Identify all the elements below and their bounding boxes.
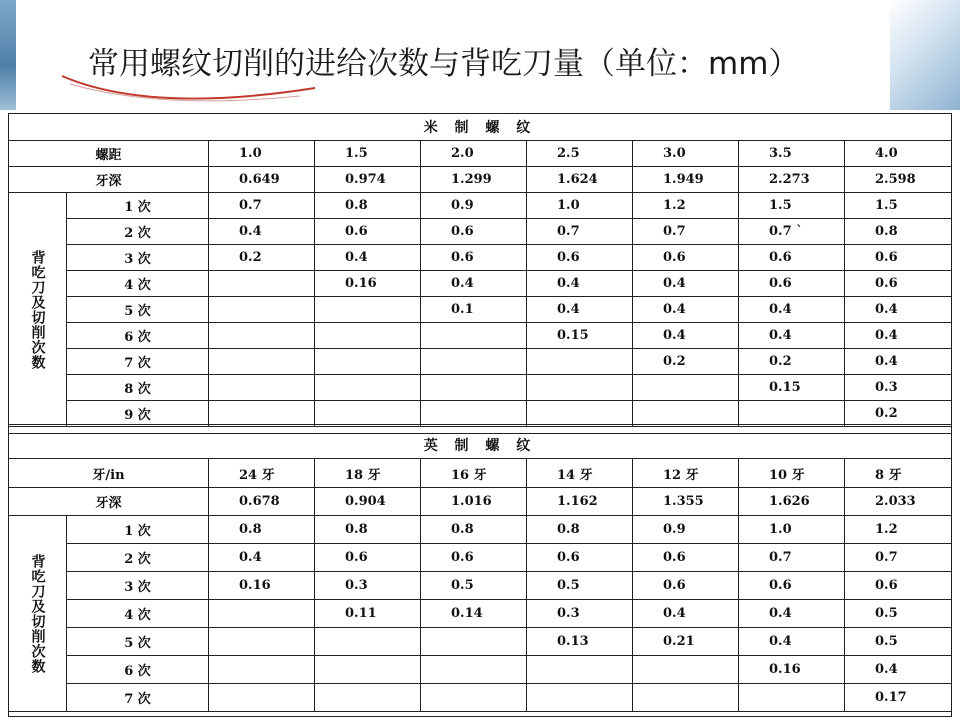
table-cell (421, 656, 527, 684)
header-cell: 3.5 (739, 141, 845, 167)
table-cell: 0.13 (527, 628, 633, 656)
table-cell: 0.9 (421, 193, 527, 219)
depth-cell: 2.598 (845, 167, 951, 193)
imperial-thread-section (9, 432, 951, 716)
table-cell: 0.4 (527, 271, 633, 297)
table-cell: 0.3 (527, 600, 633, 628)
pass-label: 6 次 (67, 323, 209, 349)
table-cell: 0.4 (845, 656, 951, 684)
table-cell: 0.3 (845, 375, 951, 401)
table-cell (527, 684, 633, 712)
depth-row-label: 牙深 (9, 488, 209, 516)
table-cell (421, 349, 527, 375)
table-cell: 0.6 (421, 219, 527, 245)
table-cell: 0.3 (315, 572, 421, 600)
pass-label: 2 次 (67, 544, 209, 572)
table-cell: 0.16 (315, 271, 421, 297)
table-cell (527, 656, 633, 684)
table-cell: 0.4 (633, 600, 739, 628)
table-cell (209, 375, 315, 401)
depth-cell: 2.273 (739, 167, 845, 193)
table-cell: 0.4 (527, 297, 633, 323)
table-cell: 0.6 (315, 219, 421, 245)
table-cell (527, 349, 633, 375)
table-cell: 1.5 (739, 193, 845, 219)
pass-label: 7 次 (67, 684, 209, 712)
table-cell: 0.6 (527, 245, 633, 271)
table-cell: 1.2 (633, 193, 739, 219)
depth-cell: 0.904 (315, 488, 421, 516)
table-cell: 0.6 (845, 271, 951, 297)
table-cell: 0.8 (527, 516, 633, 544)
depth-cell: 1.624 (527, 167, 633, 193)
table-cell: 0.15 (527, 323, 633, 349)
table-cell: 0.4 (739, 323, 845, 349)
table-cell (209, 323, 315, 349)
table-cell: 0.8 (209, 516, 315, 544)
pass-label: 4 次 (67, 271, 209, 297)
table-cell (209, 271, 315, 297)
table-cell (209, 628, 315, 656)
table-cell: 0.7 (209, 193, 315, 219)
table-cell: 0.6 (633, 572, 739, 600)
table-cell: 0.4 (209, 544, 315, 572)
depth-row-label: 牙深 (9, 167, 209, 193)
table-cell: 1.2 (845, 516, 951, 544)
depth-cell: 1.355 (633, 488, 739, 516)
depth-cell: 1.016 (421, 488, 527, 516)
depth-cell: 1.626 (739, 488, 845, 516)
table-cell: 0.7 (527, 219, 633, 245)
table-cell: 0.6 (633, 245, 739, 271)
table-cell: 0.6 (845, 245, 951, 271)
pass-label: 5 次 (67, 628, 209, 656)
table-cell: 0.2 (209, 245, 315, 271)
table-cell: 0.4 (633, 297, 739, 323)
pass-label: 9 次 (67, 401, 209, 427)
table-cell: 0.8 (845, 219, 951, 245)
table-cell: 0.17 (845, 684, 951, 712)
table-cell (633, 375, 739, 401)
header-cell: 16 牙 (421, 459, 527, 488)
table-cell: 0.2 (739, 349, 845, 375)
table-cell (315, 684, 421, 712)
pass-label: 1 次 (67, 516, 209, 544)
table-cell: 0.5 (845, 628, 951, 656)
table-cell (421, 628, 527, 656)
header-cell: 1.0 (209, 141, 315, 167)
side-label: 背吃刀及切削次数 (9, 516, 67, 712)
table-cell (633, 684, 739, 712)
table-cell: 0.5 (845, 600, 951, 628)
header-cell: 10 牙 (739, 459, 845, 488)
table-cell (209, 349, 315, 375)
table-cell: 0.8 (315, 516, 421, 544)
table-cell (315, 297, 421, 323)
table-cell: 0.11 (315, 600, 421, 628)
table-cell: 0.4 (633, 271, 739, 297)
table-cell: 0.16 (209, 572, 315, 600)
table-cell: 1.0 (739, 516, 845, 544)
pass-label: 8 次 (67, 375, 209, 401)
table-cell: 0.8 (315, 193, 421, 219)
table-cell: 0.4 (739, 628, 845, 656)
table-cell: 0.15 (739, 375, 845, 401)
table-cell (209, 684, 315, 712)
table-cell: 0.7 (633, 219, 739, 245)
table-cell: 0.4 (845, 349, 951, 375)
table-cell: 0.6 (315, 544, 421, 572)
table-cell (315, 323, 421, 349)
table-cell (315, 656, 421, 684)
table-cell: 0.1 (421, 297, 527, 323)
table-cell (739, 684, 845, 712)
header-cell: 2.0 (421, 141, 527, 167)
table-cell: 0.7 (739, 544, 845, 572)
table-cell: 0.6 (527, 544, 633, 572)
table-cell: 0.21 (633, 628, 739, 656)
table-cell: 0.4 (315, 245, 421, 271)
table-cell: 0.6 (739, 245, 845, 271)
header-cell: 24 牙 (209, 459, 315, 488)
table-cell (315, 349, 421, 375)
header-row-label: 螺距 (9, 141, 209, 167)
table-cell: 0.7 (845, 544, 951, 572)
table-cell: 0.6 (633, 544, 739, 572)
pass-label: 3 次 (67, 572, 209, 600)
table-cell (421, 375, 527, 401)
depth-cell: 0.649 (209, 167, 315, 193)
thread-cutting-table (8, 113, 952, 717)
header-cell: 8 牙 (845, 459, 951, 488)
pass-label: 4 次 (67, 600, 209, 628)
table-cell: 0.14 (421, 600, 527, 628)
table-cell: 0.16 (739, 656, 845, 684)
slide-title: 常用螺纹切削的进给次数与背吃刀量（单位：mm） (88, 46, 800, 82)
table-cell (421, 684, 527, 712)
table-cell (421, 323, 527, 349)
table-cell: 0.4 (845, 297, 951, 323)
table-cell (209, 297, 315, 323)
table-cell: 0.4 (739, 600, 845, 628)
table-cell: 0.5 (527, 572, 633, 600)
slide-left-decoration (0, 0, 16, 110)
pass-label: 1 次 (67, 193, 209, 219)
table-cell: 0.4 (633, 323, 739, 349)
depth-cell: 1.299 (421, 167, 527, 193)
pass-label: 6 次 (67, 656, 209, 684)
table-cell: 0.7 ` (739, 219, 845, 245)
table-cell: 0.5 (421, 572, 527, 600)
table-cell: 0.8 (421, 516, 527, 544)
table-cell: 0.4 (739, 297, 845, 323)
metric-thread-section (9, 114, 951, 424)
table-cell: 0.2 (633, 349, 739, 375)
table-cell (209, 600, 315, 628)
table-cell (209, 656, 315, 684)
pass-label: 2 次 (67, 219, 209, 245)
header-cell: 12 牙 (633, 459, 739, 488)
pass-label: 5 次 (67, 297, 209, 323)
pass-label: 7 次 (67, 349, 209, 375)
table-cell: 1.5 (845, 193, 951, 219)
header-cell: 2.5 (527, 141, 633, 167)
section-heading: 米 制 螺 纹 (9, 114, 951, 141)
section-heading: 英 制 螺 纹 (9, 432, 951, 459)
header-cell: 4.0 (845, 141, 951, 167)
table-cell: 0.4 (845, 323, 951, 349)
table-cell (315, 628, 421, 656)
header-row-label: 牙/in (9, 459, 209, 488)
depth-cell: 2.033 (845, 488, 951, 516)
table-cell (315, 375, 421, 401)
table-cell (633, 656, 739, 684)
table-cell: 0.2 (845, 401, 951, 427)
pass-label: 3 次 (67, 245, 209, 271)
depth-cell: 0.974 (315, 167, 421, 193)
table-cell: 0.4 (209, 219, 315, 245)
header-cell: 18 牙 (315, 459, 421, 488)
header-cell: 14 牙 (527, 459, 633, 488)
table-cell: 1.0 (527, 193, 633, 219)
table-cell (527, 375, 633, 401)
table-cell: 0.6 (739, 271, 845, 297)
side-label: 背吃刀及切削次数 (9, 193, 67, 427)
table-cell: 0.6 (739, 572, 845, 600)
depth-cell: 1.162 (527, 488, 633, 516)
table-cell: 0.6 (845, 572, 951, 600)
table-cell: 0.9 (633, 516, 739, 544)
table-cell: 0.6 (421, 544, 527, 572)
depth-cell: 1.949 (633, 167, 739, 193)
table-cell: 0.6 (421, 245, 527, 271)
header-cell: 3.0 (633, 141, 739, 167)
depth-cell: 0.678 (209, 488, 315, 516)
header-cell: 1.5 (315, 141, 421, 167)
table-cell: 0.4 (421, 271, 527, 297)
